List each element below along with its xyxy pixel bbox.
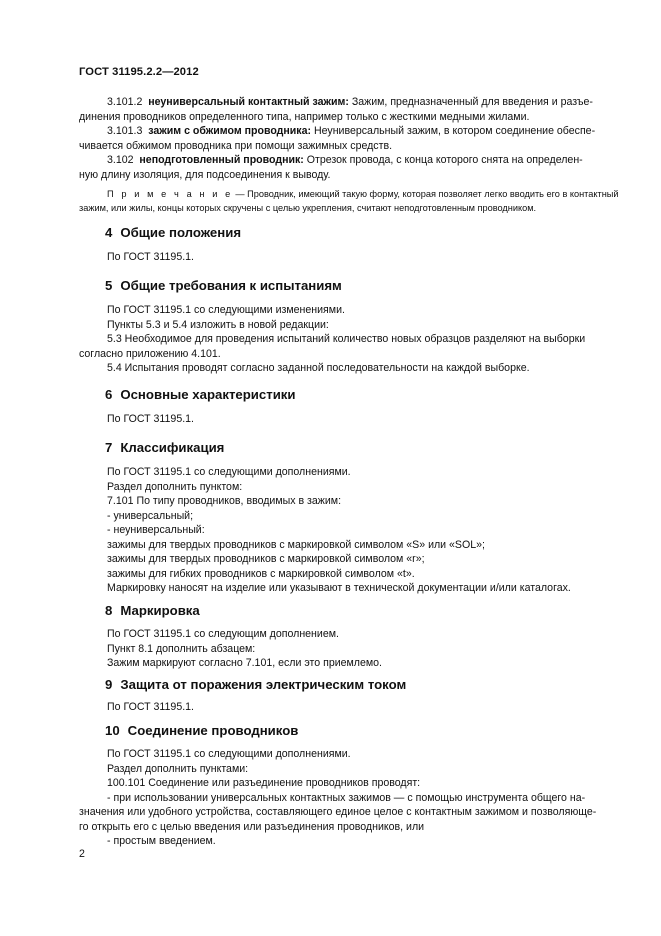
list-item-cont: го открыть его с целью введения или разъединения проводников, или — [79, 820, 425, 833]
section-title: Защита от поражения электрическим током — [120, 677, 407, 692]
section-heading-10 — [105, 723, 298, 738]
clause-text: Неуниверсальный зажим, в котором соединение обеспе- — [313, 125, 596, 137]
clause-3-101-2 — [79, 95, 617, 110]
paragraph: По ГОСТ 31195.1 со следующими дополнениями. — [107, 466, 351, 478]
section-heading-4 — [105, 225, 241, 240]
paragraph: зажимы для твердых проводников с маркировкой символом «S» или «SOL»; — [107, 538, 485, 551]
section-title: Классификация — [120, 440, 225, 455]
paragraph: По ГОСТ 31195.1. — [107, 413, 194, 425]
paragraph: Пункт 8.1 дополнить абзацем: — [107, 642, 256, 655]
intro-block — [79, 95, 617, 215]
clause-text: Зажим, предназначенный для введения и разъе- — [351, 96, 593, 108]
section-number: 10 — [105, 723, 120, 738]
paragraph: По ГОСТ 31195.1 со следующими дополнениями. — [107, 748, 351, 760]
clause-text-cont: ную длину изоляция, для подсоединения к выводу. — [79, 168, 331, 181]
paragraph: По ГОСТ 31195.1 со следующими изменениями. — [107, 304, 345, 316]
section-heading-5 — [105, 278, 342, 293]
clause-term: неуниверсальный контактный зажим: — [148, 96, 349, 108]
clause-3-101-3 — [79, 124, 617, 139]
section-title: Соединение проводников — [127, 723, 299, 738]
list-item-cont: значения или удобного устройства, составляющего единое целое с контактным зажимом и позволяюще- — [79, 806, 597, 818]
list-item: - простым введением. — [107, 835, 216, 847]
section-4-body — [79, 250, 617, 265]
paragraph: 5.4 Испытания проводят согласно заданной последовательности на каждой выборке. — [107, 362, 530, 374]
clause-number: 3.101.2 — [107, 96, 143, 108]
section-5-body — [79, 303, 617, 376]
section-6-body — [79, 412, 617, 427]
paragraph: По ГОСТ 31195.1. — [107, 701, 194, 713]
section-9-body — [79, 700, 617, 715]
section-8-body — [79, 627, 617, 671]
section-10-body — [79, 747, 617, 849]
paragraph: Раздел дополнить пунктом: — [107, 480, 243, 493]
list-item: - при использовании универсальных контактных зажимов — с помощью инструмента общего на- — [107, 791, 586, 804]
clause-text-cont: чивается обжимом проводника при помощи зажимных средств. — [79, 139, 393, 152]
paragraph: Зажим маркируют согласно 7.101, если это приемлемо. — [107, 657, 382, 669]
section-title: Общие положения — [120, 225, 242, 240]
list-item: - неуниверсальный: — [107, 524, 205, 536]
section-title: Общие требования к испытаниям — [120, 278, 342, 293]
clause-text: Отрезок провода, с конца которого снята на определен- — [306, 154, 583, 166]
paragraph: 7.101 По типу проводников, вводимых в зажим: — [107, 495, 342, 507]
clause-term: зажим с обжимом проводника: — [148, 125, 312, 137]
clause-text-cont: динения проводников определенного типа, например только с жесткими медными жилами. — [79, 110, 530, 123]
note-label: П р и м е ч а н и е — [107, 189, 233, 199]
paragraph: 100.101 Соединение или разъединение проводников проводят: — [107, 777, 421, 789]
section-number: 7 — [105, 440, 113, 455]
paragraph: 5.3 Необходимое для проведения испытаний количество новых образцов разделяют на выборки — [107, 333, 586, 345]
section-number: 6 — [105, 387, 113, 402]
clause-number: 3.102 — [107, 154, 134, 166]
paragraph: Раздел дополнить пунктами: — [107, 762, 249, 775]
section-number: 4 — [105, 225, 113, 240]
paragraph: зажимы для твердых проводников с маркировкой символом «r»; — [107, 553, 425, 565]
section-title: Маркировка — [120, 603, 200, 618]
note-text: — Проводник, имеющий такую форму, которая позволяет легко вводить его в контактный — [235, 189, 619, 199]
clause-term: неподготовленный проводник: — [139, 154, 304, 166]
paragraph-cont: согласно приложению 4.101. — [79, 347, 221, 360]
section-heading-8 — [105, 603, 200, 618]
section-7-body — [79, 465, 617, 596]
section-heading-9 — [105, 677, 406, 692]
section-heading-6 — [105, 387, 296, 402]
section-title: Основные характеристики — [120, 387, 296, 402]
clause-number: 3.101.3 — [107, 125, 143, 137]
section-heading-7 — [105, 440, 224, 455]
page-number: 2 — [79, 848, 85, 860]
paragraph: По ГОСТ 31195.1. — [107, 251, 194, 263]
paragraph: зажимы для гибких проводников с маркировкой символом «t». — [107, 567, 415, 580]
paragraph: Маркировку наносят на изделие или указывают в технической документации и/или каталогах. — [107, 582, 571, 594]
section-number: 9 — [105, 677, 113, 692]
clause-3-102 — [79, 153, 617, 168]
note — [79, 188, 617, 215]
list-item: - универсальный; — [107, 509, 194, 522]
document-code-header: ГОСТ 31195.2.2—2012 — [79, 66, 199, 78]
note-text-cont: зажим, или жилы, концы которых скручены с целью укрепления, считают неподготовленным проводником. — [79, 202, 537, 213]
section-number: 8 — [105, 603, 113, 618]
section-number: 5 — [105, 278, 113, 293]
paragraph: По ГОСТ 31195.1 со следующим дополнением. — [107, 628, 339, 640]
paragraph: Пункты 5.3 и 5.4 изложить в новой редакции: — [107, 318, 329, 331]
